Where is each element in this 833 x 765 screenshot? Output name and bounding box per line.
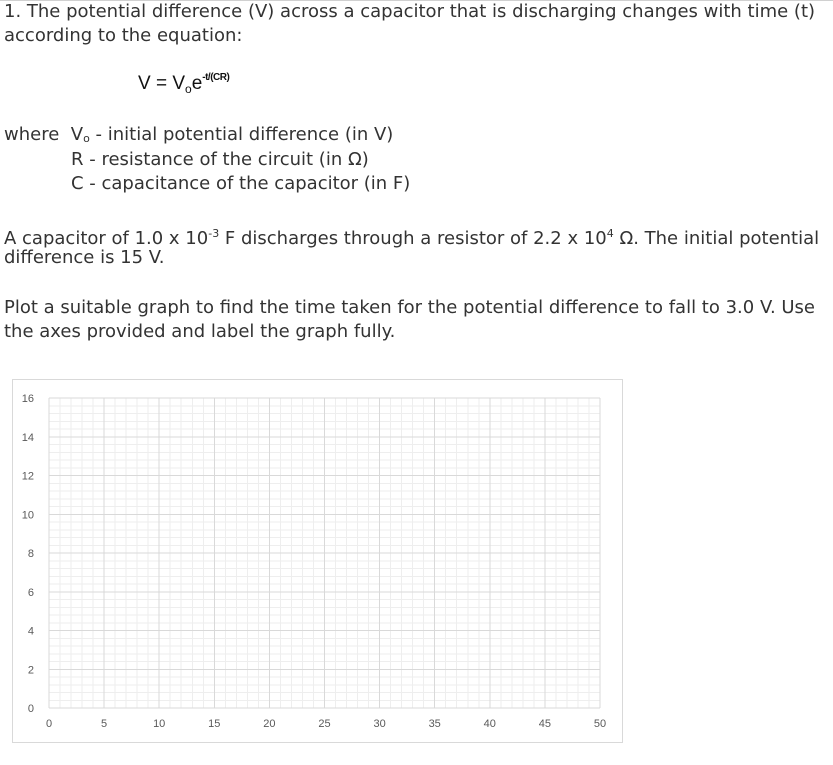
y-tick-label: 14 xyxy=(21,431,34,444)
definition-r: R - resistance of the circuit (in Ω) xyxy=(71,149,369,170)
equation xyxy=(138,72,229,96)
y-tick-label: 4 xyxy=(27,625,34,638)
equation-lhs: V = V xyxy=(138,73,185,94)
problem-text-a: A capacitor of 1.0 x 10 xyxy=(4,228,209,249)
x-tick-label: 20 xyxy=(263,718,276,730)
x-tick-label: 5 xyxy=(101,718,108,730)
equation-base: e xyxy=(191,73,203,94)
y-tick-label: 12 xyxy=(21,470,34,483)
problem-line-2: difference is 15 V. xyxy=(4,247,165,268)
graph-frame xyxy=(12,379,623,743)
y-tick-label: 2 xyxy=(27,664,34,677)
graph-axes xyxy=(13,380,624,744)
problem-text-b: F discharges through a resistor of 2.2 x 10 xyxy=(219,228,607,249)
x-tick-label: 15 xyxy=(208,718,221,730)
v0-description: - initial potential difference (in V) xyxy=(89,124,394,145)
equation-v0-subscript: o xyxy=(185,82,192,96)
y-tick-label: 0 xyxy=(27,703,34,715)
y-tick-label: 8 xyxy=(27,548,34,560)
definition-c: C - capacitance of the capacitor (in F) xyxy=(71,173,411,194)
equation-exponent: -t/(CR) xyxy=(202,72,230,83)
v0-subscript: o xyxy=(83,132,90,145)
where-label: where xyxy=(4,124,60,145)
v0-symbol: V xyxy=(70,124,84,145)
instruction-line-2: the axes provided and label the graph fully. xyxy=(4,321,396,342)
x-tick-label: 35 xyxy=(428,718,441,730)
x-tick-label: 0 xyxy=(45,718,53,730)
x-tick-label: 30 xyxy=(373,718,386,730)
question-line-2: according to the equation: xyxy=(4,25,243,46)
x-tick-label: 45 xyxy=(538,718,552,730)
y-tick-label: 10 xyxy=(21,509,34,522)
y-tick-label: 16 xyxy=(21,393,34,405)
resistance-exponent: 4 xyxy=(606,227,614,240)
question-line-1: 1. The potential difference (V) across a capacitor that is discharging changes with time (t) xyxy=(4,1,816,22)
x-tick-label: 40 xyxy=(483,718,496,730)
x-tick-label: 25 xyxy=(318,718,331,730)
problem-text-c: Ω. The initial potential xyxy=(613,228,820,249)
capacitance-exponent: -3 xyxy=(208,227,220,240)
x-tick-label: 50 xyxy=(593,718,607,730)
x-tick-label: 10 xyxy=(153,718,166,730)
y-tick-label: 6 xyxy=(27,586,34,599)
definition-v0 xyxy=(4,123,393,151)
instruction-line-1: Plot a suitable graph to find the time taken for the potential difference to fall to 3.0 V. Use xyxy=(4,297,816,318)
